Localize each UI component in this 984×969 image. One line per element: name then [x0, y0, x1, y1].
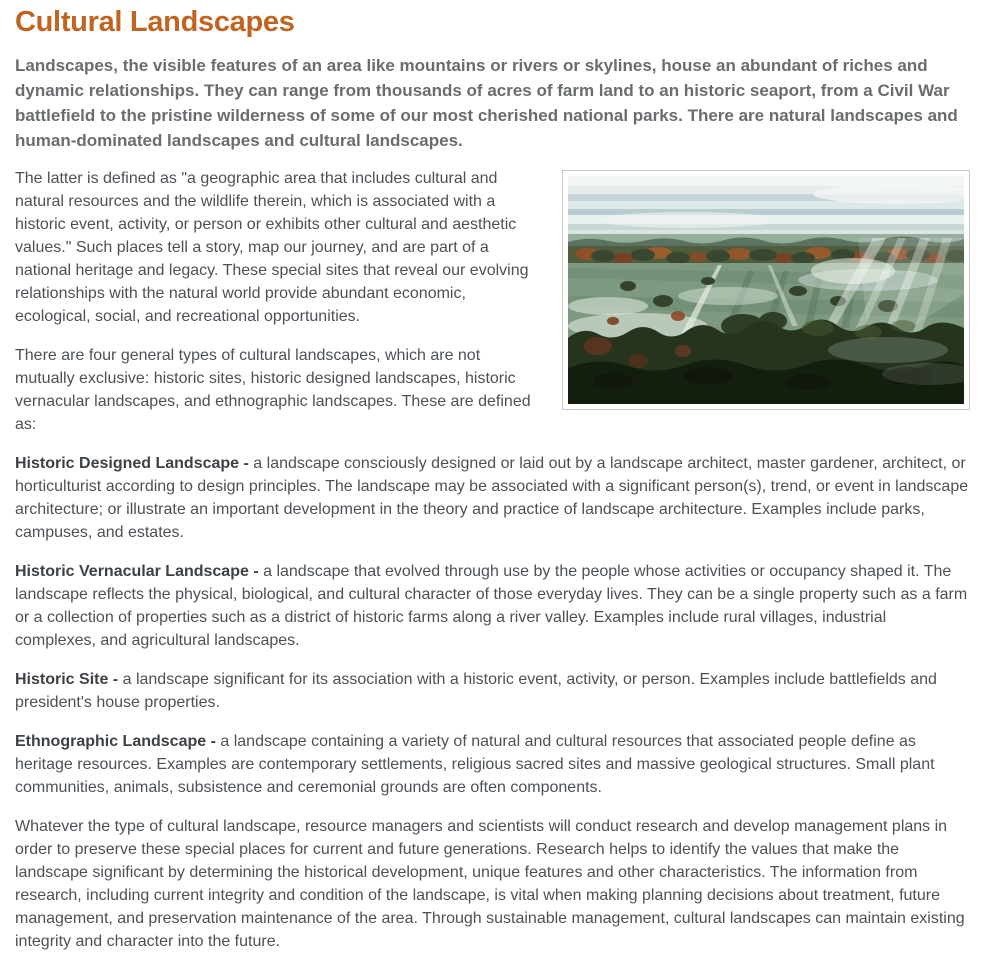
article-content — [15, 167, 970, 953]
intro-paragraph: Landscapes, the visible features of an area like mountains or rivers or skylines, house an abundant of riches and dynamic relationships. They can range from thousands of acres of farm land to an historic seaport, from a Civil War battlefield to the pristine wilderness of some of our most cherished national parks. There are natural landscapes and human-dominated landscapes and cultural landscapes. — [15, 56, 958, 150]
definition-text: a landscape significant for its association with a historic event, activity, or person. Examples include battlefields and president's house properties. — [15, 671, 937, 711]
page-title: Cultural Landscapes — [15, 6, 295, 38]
definition-text: a landscape containing a variety of natural and cultural resources that associated people define as heritage resources. Examples are contemporary settlements, religious sacred sites and massive geological structures. Small plant communities, animals, subsistence and ceremonial grounds are often components. — [15, 733, 935, 796]
definition-text: a landscape consciously designed or laid out by a landscape architect, master gardener, architect, or horticulturist according to design principles. The landscape may be associated with a significant person(s), trend, or event in landscape architecture; or illustrate an important development in the theory and practice of landscape architecture. Examples include parks, campuses, and estates. — [15, 455, 969, 541]
definition-term: Historic Site - — [15, 671, 119, 688]
definition-paragraph: The latter is defined as "a geographic area that includes cultural and natural resources and the wildlife therein, which is associated with a historic event, activity, or person or exhibits other cultural and aesthetic values." Such places tell a story, map our journey, and are part of a national heritage and legacy. These special sites that reveal our evolving relationships with the natural world provide abundant economic, ecological, social, and recreational opportunities. — [15, 170, 529, 325]
definition-term: Historic Vernacular Landscape - — [15, 563, 259, 580]
definition-term: Ethnographic Landscape - — [15, 733, 216, 750]
definition-item-site — [15, 668, 970, 714]
definitions-list — [15, 452, 970, 799]
definition-item-designed — [15, 452, 970, 544]
definition-text: a landscape that evolved through use by the people whose activities or occupancy shaped it. The landscape reflects the physical, biological, and cultural character of those everyday lives. They can be a single property such as a farm or a collection of properties such as a district of historic farms along a river valley. Examples include rural villages, industrial complexes, and agricultural landscapes. — [15, 563, 968, 649]
landscape-photo — [562, 170, 970, 410]
definition-item-ethnographic — [15, 730, 970, 799]
types-paragraph: There are four general types of cultural landscapes, which are not mutually exclusive: historic sites, historic designed landscapes, historic vernacular landscapes, and ethnographic landscapes. These are defined as: — [15, 347, 531, 433]
closing-paragraph: Whatever the type of cultural landscape, resource managers and scientists will conduct research and develop management plans in order to preserve these special places for current and future generations. Research helps to identify the values that make the landscape significant by determining the historical development, unique features and other characteristics. The information from research, including current integrity and condition of the landscape, is vital when making planning decisions about treatment, future management, and preservation maintenance of the area. Through sustainable management, cultural landscapes can maintain existing integrity and character into the future. — [15, 818, 965, 950]
definition-item-vernacular — [15, 560, 970, 652]
landscape-photo-image — [568, 176, 964, 404]
definition-term: Historic Designed Landscape - — [15, 455, 249, 472]
